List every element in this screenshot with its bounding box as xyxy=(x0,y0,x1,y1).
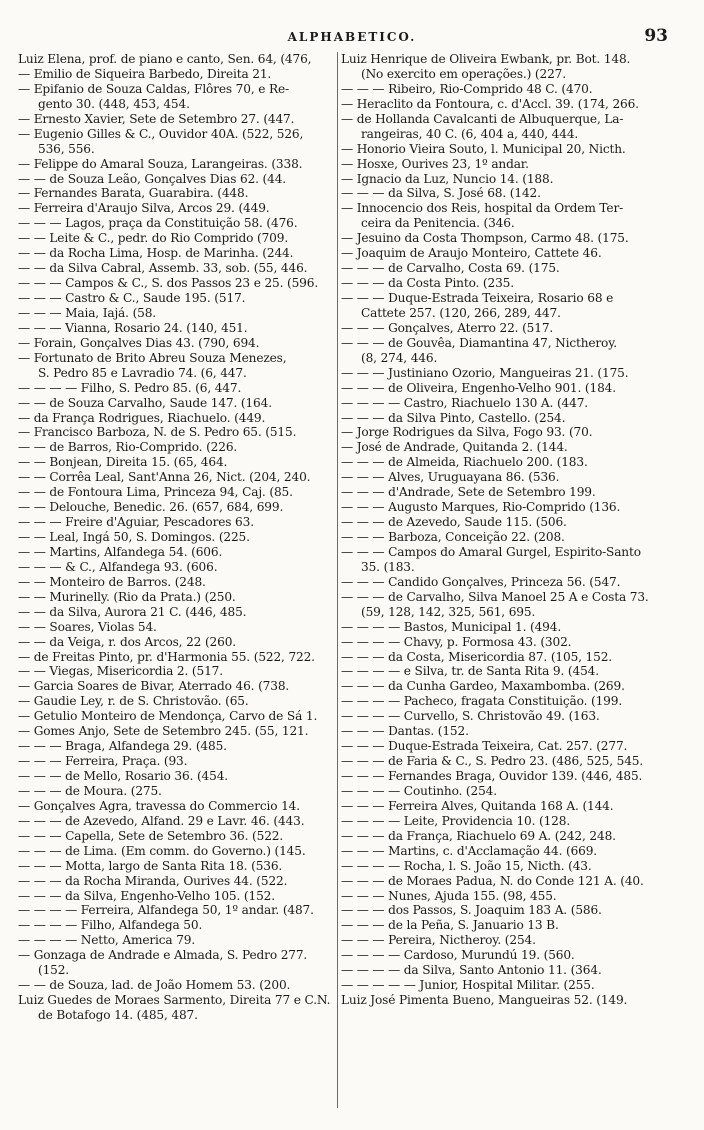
directory-entry-line: — — — — Filho, S. Pedro 85. (6, 447. xyxy=(18,380,242,395)
directory-entry-line: — Jorge Rodrigues da Silva, Fogo 93. (70. xyxy=(341,425,593,440)
entry-continuation-line: rangeiras, 40 C. (6, 404 a, 440, 444. xyxy=(361,126,579,141)
directory-entry-line: — — — Motta, largo de Santa Rita 18. (536. xyxy=(18,858,283,873)
directory-entry-line: — Garcia Soares de Bivar, Aterrado 46. (738. xyxy=(18,679,290,694)
directory-entry-line: — Gaudie Ley, r. de S. Christovão. (65. xyxy=(18,694,249,709)
directory-entry-line: Luiz Elena, prof. de piano e canto, Sen. 64, (476, xyxy=(18,52,312,66)
directory-entry-line: — de Freitas Pinto, pr. d'Harmonia 55. (522, 722. xyxy=(18,649,315,664)
directory-entry-line: — Heraclito da Fontoura, c. d'Accl. 39. (174, 266. xyxy=(341,96,639,111)
directory-entry-line: — — — de Gouvêa, Diamantina 47, Nictheroy. xyxy=(341,335,618,350)
entry-continuation-line: (8, 274, 446. xyxy=(361,350,438,365)
directory-entry-line: — — Martins, Alfandega 54. (606. xyxy=(18,544,223,559)
directory-entry-line: — — — dos Passos, S. Joaquim 183 A. (586. xyxy=(341,903,602,918)
directory-entry-line: — — — Vianna, Rosario 24. (140, 451. xyxy=(18,320,248,335)
directory-entry-line: — de Hollanda Cavalcanti de Albuquerque, La- xyxy=(341,111,624,126)
directory-entry-line: — — — da Silva, S. José 68. (142. xyxy=(341,186,541,201)
directory-entry-line: — — — & C., Alfandega 93. (606. xyxy=(18,559,218,574)
directory-entry-line: — — — Duque-Estrada Teixeira, Cat. 257. (277. xyxy=(341,739,628,754)
entry-continuation-line: Cattete 257. (120, 266, 289, 447. xyxy=(361,305,561,320)
directory-entry-line: — — Viegas, Misericordia 2. (517. xyxy=(18,664,223,679)
directory-entry-line: — — — Dantas. (152. xyxy=(341,724,469,739)
left-column xyxy=(18,52,338,1023)
directory-entry-line: — — — de Mello, Rosario 36. (454. xyxy=(18,769,228,783)
directory-entry-line: — — — de Moraes Padua, N. do Conde 121 A. (40. xyxy=(341,873,644,888)
entry-continuation-line: (No exercito em operações.) (227. xyxy=(361,66,566,81)
page-header xyxy=(0,26,704,50)
entry-continuation-line: gento 30. (448, 453, 454. xyxy=(38,96,190,111)
directory-entry-line: — — — Capella, Sete de Setembro 36. (522. xyxy=(18,828,284,843)
directory-entry-line: — Getulio Monteiro de Mendonça, Carvo de Sá 1. xyxy=(18,709,318,724)
directory-entry-line: — — — — e Silva, tr. de Santa Rita 9. (454. xyxy=(341,664,599,679)
directory-entry-line: — — — — Netto, America 79. xyxy=(18,933,196,948)
column-divider xyxy=(337,52,338,1108)
directory-entry-line: — Eugenio Gilles & C., Ouvidor 40A. (522, 526, xyxy=(18,126,304,141)
directory-entry-line: — — — Nunes, Ajuda 155. (98, 455. xyxy=(341,888,557,903)
directory-entry-line: — — — d'Andrade, Sete de Setembro 199. xyxy=(341,485,596,500)
directory-entry-line: — — — — Filho, Alfandega 50. xyxy=(18,918,203,933)
directory-entry-line: Luiz Henrique de Oliveira Ewbank, pr. Bot. 148. xyxy=(341,52,631,66)
directory-entry-line: — — — — Cardoso, Murundú 19. (560. xyxy=(341,948,575,963)
directory-entry-line: — — — Campos do Amaral Gurgel, Espirito-Santo xyxy=(341,544,641,559)
directory-entry-line: — — — Castro & C., Saude 195. (517. xyxy=(18,291,246,305)
entry-continuation-line: 536, 556. xyxy=(38,141,95,156)
directory-entry-line: — Fernandes Barata, Guarabira. (448. xyxy=(18,186,249,201)
directory-entry-line: — — — — da Silva, Santo Antonio 11. (364. xyxy=(341,963,602,978)
directory-entry-line: — — — de Moura. (275. xyxy=(18,783,162,798)
directory-entry-line: — — Murinelly. (Rio da Prata.) (250. xyxy=(18,589,236,604)
directory-entry-line: — — — de Azevedo, Saude 115. (506. xyxy=(341,515,567,530)
directory-entry-line: — — — da Silva, Engenho-Velho 105. (152. xyxy=(18,888,275,903)
directory-entry-line: — — — Barboza, Conceição 22. (208. xyxy=(341,530,565,544)
directory-entry-line: — — — — Curvello, S. Christovão 49. (163. xyxy=(341,709,600,724)
right-column xyxy=(341,52,673,1008)
directory-entry-line: — — Delouche, Benedic. 26. (657, 684, 699. xyxy=(18,500,284,515)
directory-entry-line: — — de Fontoura Lima, Princeza 94, Caj. (85. xyxy=(18,485,293,500)
directory-entry-line: — — — da Costa, Misericordia 87. (105, 152. xyxy=(341,649,612,664)
directory-entry-line: — — — Martins, c. d'Acclamação 44. (669. xyxy=(341,843,598,858)
directory-entry-line: — — — de Almeida, Riachuelo 200. (183. xyxy=(341,455,588,470)
entry-continuation-line: S. Pedro 85 e Lavradio 74. (6, 447. xyxy=(38,365,247,380)
directory-entry-line: — Gonçalves Agra, travessa do Commercio 14. xyxy=(18,798,300,813)
directory-entry-line: — Felippe do Amaral Souza, Larangeiras. (338. xyxy=(18,156,303,171)
directory-entry-line: — — — Candido Gonçalves, Princeza 56. (547. xyxy=(341,574,621,589)
running-title: ALPHABETICO. xyxy=(287,30,417,44)
directory-entry-line: — — — de Carvalho, Silva Manoel 25 A e Costa 73. xyxy=(341,589,649,604)
directory-entry-line: — — — Fernandes Braga, Ouvidor 139. (446, 485. xyxy=(341,769,643,783)
directory-entry-line: — — — — Rocha, l. S. João 15, Nicth. (43. xyxy=(341,858,592,873)
directory-entry-line: — — — da França, Riachuelo 69 A. (242, 248. xyxy=(341,828,616,843)
directory-entry-line: — da França Rodrigues, Riachuelo. (449. xyxy=(18,410,266,425)
directory-entry-line: — — — Maia, Iajá. (58. xyxy=(18,305,157,320)
entry-continuation-line: 35. (183. xyxy=(361,559,415,574)
directory-entry-line: — — — de Oliveira, Engenho-Velho 901. (184. xyxy=(341,380,616,395)
directory-entry-line: — Jesuino da Costa Thompson, Carmo 48. (175. xyxy=(341,231,629,246)
directory-entry-line: — — de Souza, lad. de João Homem 53. (200. xyxy=(18,978,291,993)
directory-entry-line: — — — da Costa Pinto. (235. xyxy=(341,276,514,291)
entry-continuation-line: (152. xyxy=(38,963,70,978)
directory-entry-line: — — Bonjean, Direita 15. (65, 464. xyxy=(18,455,228,470)
directory-entry-line: — Francisco Barboza, N. de S. Pedro 65. (515. xyxy=(18,425,297,440)
directory-entry-line: — — — Braga, Alfandega 29. (485. xyxy=(18,739,227,754)
directory-entry-line: — — da Silva Cabral, Assemb. 33, sob. (55, 446. xyxy=(18,261,308,276)
directory-entry-line: — Hosxe, Ourives 23, 1º andar. xyxy=(341,156,529,171)
directory-entry-line: — — — Campos & C., S. dos Passos 23 e 25. (596. xyxy=(18,276,319,291)
entry-continuation-line: ceira da Penitencia. (346. xyxy=(361,216,515,231)
directory-entry-line: — — da Veiga, r. dos Arcos, 22 (260. xyxy=(18,634,236,649)
directory-entry-line: — — — Augusto Marques, Rio-Comprido (136. xyxy=(341,500,621,515)
directory-entry-line: — Emilio de Siqueira Barbedo, Direita 21. xyxy=(18,66,272,81)
directory-entry-line: — — — Gonçalves, Aterro 22. (517. xyxy=(341,320,554,335)
directory-entry-line: — — de Souza Carvalho, Saude 147. (164. xyxy=(18,395,272,410)
directory-entry-line: — — de Souza Leão, Gonçalves Dias 62. (44. xyxy=(18,171,287,186)
directory-entry-line: — — — de Lima. (Em comm. do Governo.) (145. xyxy=(18,843,306,858)
directory-entry-line: Luiz Guedes de Moraes Sarmento, Direita 77 e C.N. xyxy=(18,993,331,1008)
directory-entry-line: — — — Pereira, Nictheroy. (254. xyxy=(341,933,536,948)
directory-entry-line: — — — de la Peña, S. Januario 13 B. xyxy=(341,918,559,933)
page-number: 93 xyxy=(644,26,668,46)
directory-entry-line: — — Leite & C., pedr. do Rio Comprido (709. xyxy=(18,231,289,246)
directory-entry-line: — — — da Cunha Gardeo, Maxambomba. (269. xyxy=(341,679,625,694)
directory-entry-line: — Joaquim de Araujo Monteiro, Cattete 46. xyxy=(341,246,602,261)
directory-entry-line: — Epifanio de Souza Caldas, Flôres 70, e Re- xyxy=(18,81,289,96)
directory-entry-line: — — Leal, Ingá 50, S. Domingos. (225. xyxy=(18,530,250,544)
directory-entry-line: — José de Andrade, Quitanda 2. (144. xyxy=(341,440,568,455)
directory-entry-line: — — — Lagos, praça da Constituição 58. (476. xyxy=(18,216,298,231)
directory-entry-line: — — — — Coutinho. (254. xyxy=(341,783,497,798)
directory-entry-line: — — — Ferreira, Praça. (93. xyxy=(18,754,188,769)
directory-entry-line: — — Soares, Violas 54. xyxy=(18,619,157,634)
directory-entry-line: — — — da Silva Pinto, Castello. (254. xyxy=(341,410,566,425)
directory-entry-line: — — — — Leite, Providencia 10. (128. xyxy=(341,813,571,828)
directory-entry-line: — — — — — Junior, Hospital Militar. (255. xyxy=(341,978,595,993)
directory-entry-line: — — — Freire d'Aguiar, Pescadores 63. xyxy=(18,515,254,530)
directory-entry-line: — Fortunato de Brito Abreu Souza Menezes, xyxy=(18,350,287,365)
directory-entry-line: — Honorio Vieira Souto, l. Municipal 20, Nicth. xyxy=(341,141,626,156)
directory-entry-line: — — — — Ferreira, Alfandega 50, 1º andar. (487. xyxy=(18,903,314,918)
directory-entry-line: — — — — Castro, Riachuelo 130 A. (447. xyxy=(341,395,588,410)
directory-entry-line: — — — Justiniano Ozorio, Mangueiras 21. (175. xyxy=(341,365,629,380)
directory-entry-line: — — — Ribeiro, Rio-Comprido 48 C. (470. xyxy=(341,81,593,96)
directory-entry-line: — — — de Azevedo, Alfand. 29 e Lavr. 46. (443. xyxy=(18,813,305,828)
directory-entry-line: Luiz José Pimenta Bueno, Mangueiras 52. (149. xyxy=(341,993,628,1008)
directory-entry-line: — Forain, Gonçalves Dias 43. (790, 694. xyxy=(18,335,260,350)
directory-entry-line: — Gomes Anjo, Sete de Setembro 245. (55, 121. xyxy=(18,724,309,739)
directory-entry-line: — — — de Faria & C., S. Pedro 23. (486, 525, 545. xyxy=(341,754,644,769)
directory-entry-line: — Ernesto Xavier, Sete de Setembro 27. (447. xyxy=(18,111,295,126)
directory-entry-line: — — — Duque-Estrada Teixeira, Rosario 68 e xyxy=(341,291,614,305)
entry-continuation-line: (59, 128, 142, 325, 561, 695. xyxy=(361,604,536,619)
directory-entry-line: — — de Barros, Rio-Comprido. (226. xyxy=(18,440,238,455)
directory-entry-line: — Ignacio da Luz, Nuncio 14. (188. xyxy=(341,171,554,186)
directory-entry-line: — Innocencio dos Reis, hospital da Ordem Ter- xyxy=(341,201,624,216)
directory-entry-line: — — da Silva, Aurora 21 C. (446, 485. xyxy=(18,604,247,619)
directory-entry-line: — — — Ferreira Alves, Quitanda 168 A. (144. xyxy=(341,798,614,813)
directory-entry-line: — — Monteiro de Barros. (248. xyxy=(18,574,206,589)
directory-entry-line: — — — Alves, Uruguayana 86. (536. xyxy=(341,470,560,485)
directory-entry-line: — Gonzaga de Andrade e Almada, S. Pedro 277. xyxy=(18,948,308,963)
directory-entry-line: — Ferreira d'Araujo Silva, Arcos 29. (449. xyxy=(18,201,270,216)
directory-entry-line: — — da Rocha Lima, Hosp. de Marinha. (244. xyxy=(18,246,294,261)
directory-entry-line: — — — — Bastos, Municipal 1. (494. xyxy=(341,619,562,634)
directory-entry-line: — — — — Chavy, p. Formosa 43. (302. xyxy=(341,634,572,649)
directory-entry-line: — — — — Pacheco, fragata Constituição. (199. xyxy=(341,694,623,709)
directory-entry-line: — — — da Rocha Miranda, Ourives 44. (522. xyxy=(18,873,288,888)
directory-entry-line: — — Corrêa Leal, Sant'Anna 26, Nict. (204, 240. xyxy=(18,470,311,485)
directory-entry-line: — — — de Carvalho, Costa 69. (175. xyxy=(341,261,560,276)
entry-continuation-line: de Botafogo 14. (485, 487. xyxy=(38,1008,198,1022)
